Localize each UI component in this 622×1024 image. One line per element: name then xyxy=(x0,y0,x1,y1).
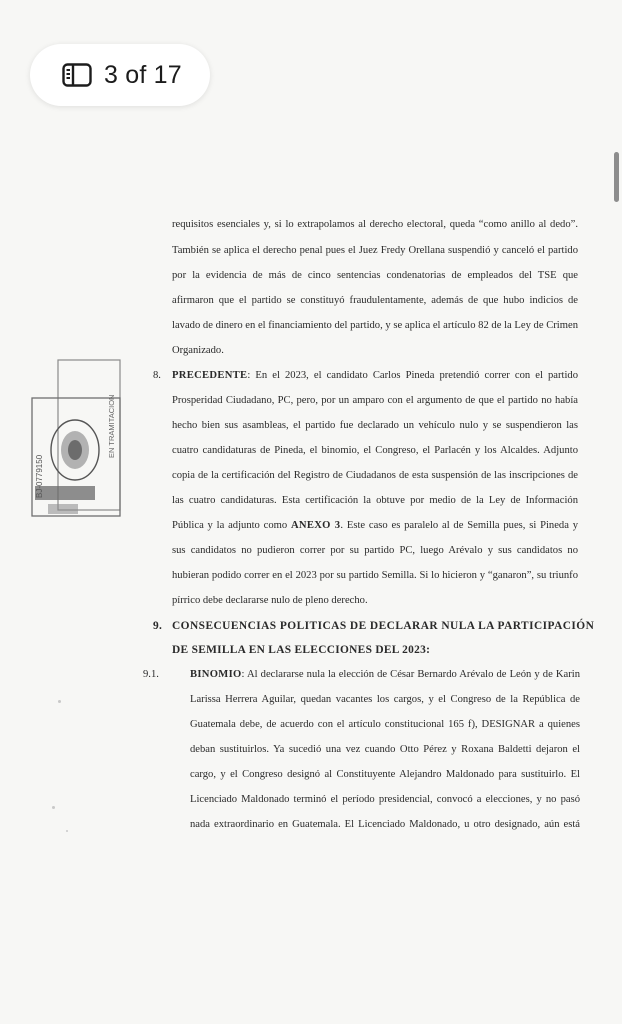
section-heading: DE SEMILLA EN LAS ELECCIONES DEL 2023: xyxy=(172,644,431,656)
scan-speck xyxy=(66,830,68,832)
item-8-first-line-text: : En el 2023, el candidato Carlos Pineda pretendió correr con el partido xyxy=(247,370,578,381)
stamp-status: EN TRAMITACION xyxy=(107,394,116,458)
text-line: Prosperidad Ciudadano, PC, pero, por un amparo con el argumento de que el partido no había xyxy=(172,395,578,406)
text-line: Licenciado Maldonado terminó el período presidencial, convocó a elecciones, y no pasó xyxy=(190,794,580,805)
item-91-first-line xyxy=(190,668,580,682)
item-number: 9. xyxy=(153,620,163,632)
text-line: hecho bien sus asambleas, el partido fue declarado un vehículo nulo y se suspendieron las xyxy=(172,420,578,431)
text-line: lavado de dinero en el financiamiento del partido, y se aplica el artículo 82 de la Ley de Crimen xyxy=(172,320,578,331)
text-line: sus candidatos no pudieron correr por su partido PC, luego Arévalo y sus candidatos no xyxy=(172,545,578,556)
text-line: También se aplica el derecho penal pues el Juez Fredy Orellana suspendió y canceló el partido xyxy=(172,245,578,256)
text-line: cargo, y el Congreso designó al Constituyente Alejandro Maldonado para sustituirlo. El xyxy=(190,769,580,780)
item-number: 8. xyxy=(153,370,161,381)
item-8-annex-line xyxy=(172,519,578,533)
annex-pre-text: Pública y la adjunto como xyxy=(172,520,291,531)
item-8-first-line xyxy=(172,369,578,383)
annex-label: ANEXO 3 xyxy=(290,520,341,531)
item-91-title: BINOMIO xyxy=(190,669,242,680)
annex-post-text: . Este caso es paralelo al de Semilla pues, si Pineda y xyxy=(340,520,578,531)
item-number: 9.1. xyxy=(143,669,159,680)
text-line: pírrico debe declararse nulo de pleno derecho. xyxy=(172,595,368,606)
text-line: por la evidencia de más de cinco sentencias condenatorias de empleados del TSE que xyxy=(172,270,578,281)
text-line: requisitos esenciales y, si lo extrapolamos al derecho electoral, queda “como anillo al dedo”. xyxy=(172,219,578,230)
text-line: nada extraordinario en Guatemala. El Licenciado Maldonado, u otro designado, aún está xyxy=(190,819,580,830)
text-line: las cuatro candidaturas. Esta certificación la obtuve por medio de la Ley de Información xyxy=(172,495,578,506)
item-91-first-line-text: : Al declararse nula la elección de César Bernardo Arévalo de León y de Karin xyxy=(241,669,580,680)
text-line: Larissa Herrera Aguilar, quedan vacantes los cargos, y el Congreso de la República de xyxy=(190,694,580,705)
text-line: Organizado. xyxy=(172,345,224,356)
text-line: deban sustituirlos. Ya sucedió una vez cuando Otto Pérez y Roxana Baldetti dejaron el xyxy=(190,744,580,755)
page-counter-text: 3 of 17 xyxy=(104,60,182,89)
text-line: hubieran podido correr en el 2023 por su partido Semilla. Si lo hicieron y “ganaron”, su triunfo xyxy=(172,570,578,581)
text-line: copia de la certificación del Registro de Ciudadanos de esta suspensión de las inscripciones de xyxy=(172,470,578,481)
text-line: afirmaron que el partido se constituyó fraudulentamente, además de que hubo indicios de xyxy=(172,295,578,306)
text-line: Guatemala debe, de acuerdo con el artículo constitucional 165 f), DESIGNAR a quienes xyxy=(190,719,580,730)
text-line: cuatro candidaturas de Pineda, el binomio, el Congreso, el Parlacén y los Alcaldes. Adjunto xyxy=(172,445,578,456)
section-heading: CONSECUENCIAS POLITICAS DE DECLARAR NULA LA PARTICIPACIÓN xyxy=(172,620,595,632)
scan-speck xyxy=(58,700,61,703)
item-8-title: PRECEDENTE xyxy=(172,370,248,381)
scan-speck xyxy=(52,806,55,809)
stamp-number: BJ-0779150 xyxy=(35,454,44,498)
